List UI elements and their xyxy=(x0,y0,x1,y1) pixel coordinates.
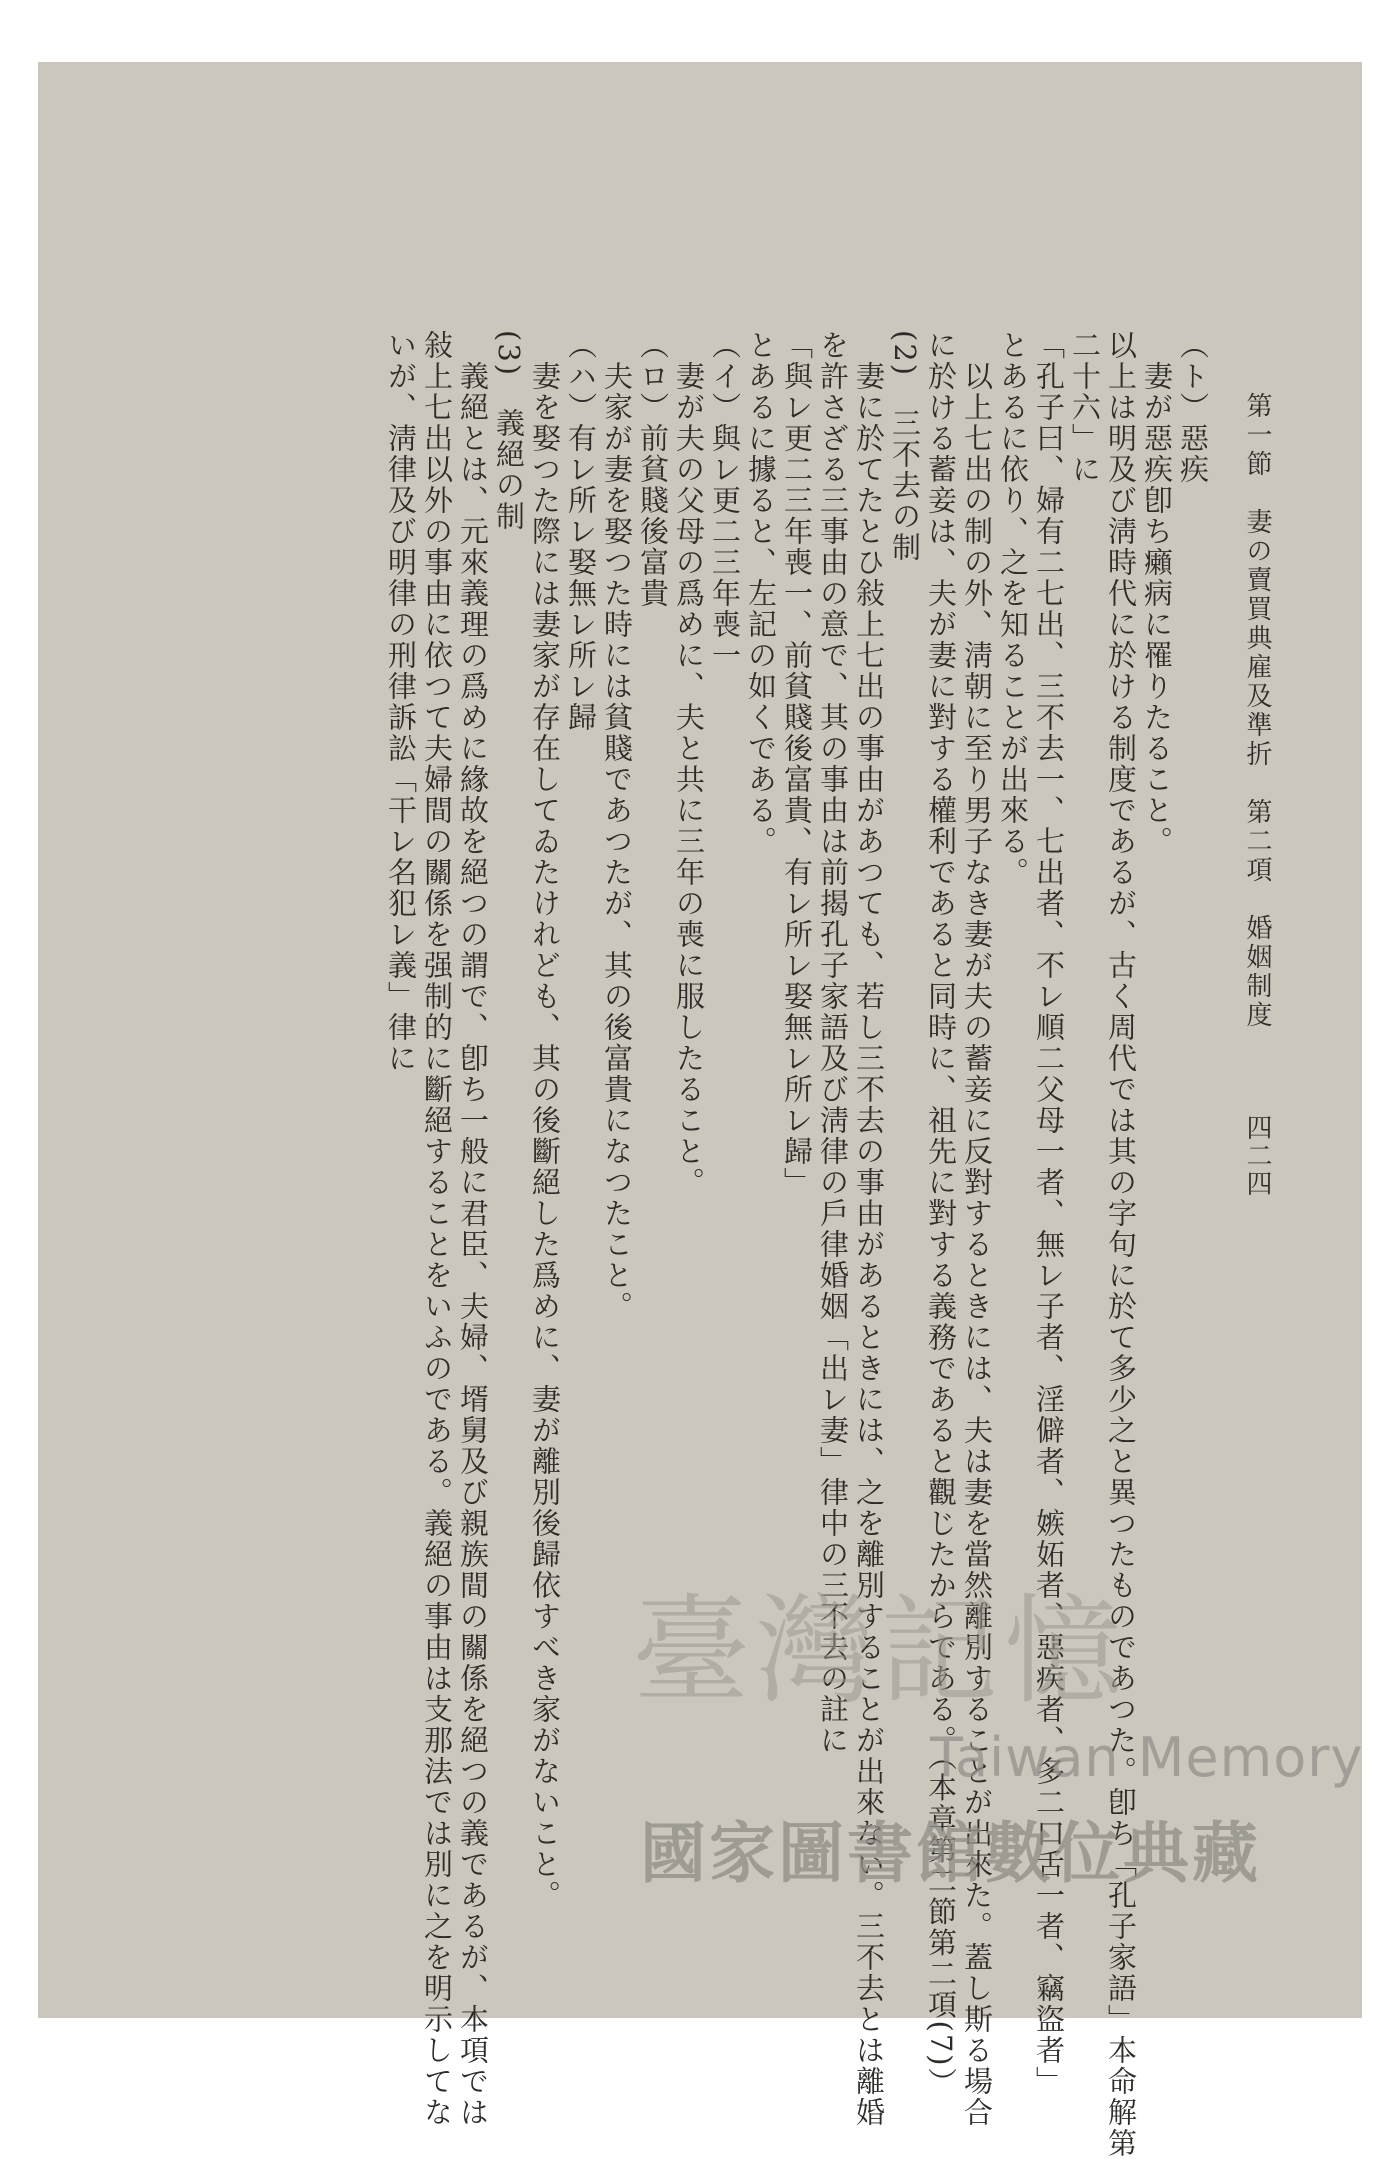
text-line: 義絕とは、元來義理の爲めに緣故を絕つの謂で、卽ち一般に君臣、夫婦、壻舅及び親族間の關係を絕つの義であるが、本項では xyxy=(456,330,490,2128)
text-line: 以上は明及び淸時代に於ける制度であるが、古く周代では其の字句に於て多少之と異つたものであつた。卽ち「孔子家語」本命解第 xyxy=(1104,330,1138,2159)
watermark-logo: 臺灣記憶 xyxy=(632,1582,1129,1720)
text-line: 「孔子曰、婦有二七出、三不去一、七出者、不レ順二父母一者、無レ子者、淫僻者、嫉妬者、惡疾者、多二口舌一者、竊盜者」 xyxy=(1032,330,1066,2097)
page-number: 四二四 xyxy=(1242,1114,1272,1198)
text-line: （ロ）前貧賤後富貴 xyxy=(636,330,670,609)
text-line: 夫家が妻を娶つた時には貧賤であつたが、其の後富貴になつたこと。 xyxy=(600,330,634,1322)
text-line: を許さざる三事由の意で、其の事由は前揭孔子家語及び淸律の戶律婚姻「出レ妻」律中の三不去の註に xyxy=(816,330,850,1756)
text-line: とあるに依り、之を知ることが出來る。 xyxy=(996,330,1030,888)
text-line: 二十六」に xyxy=(1068,330,1102,485)
text-line: (2) 三不去の制 xyxy=(888,330,922,564)
text-line: とあるに據ると、左記の如くである。 xyxy=(744,330,778,857)
text-line: 妻に於てたとひ敍上七出の事由があつても、若し三不去の事由があるときには、之を離別することが出來ない。三不去とは離婚 xyxy=(852,330,886,2128)
text-line: 妻を娶つた際には妻家が存在してゐたけれども、其の後斷絕した爲めに、妻が離別後歸依すべき家がないこと。 xyxy=(528,330,562,1911)
text-line: に於ける蓄妾は、夫が妻に對する權利であると同時に、祖先に對する義務であると觀じたからである。（本章第二節第二項(7)） xyxy=(924,330,958,2099)
watermark-english: Taiwan Memory xyxy=(930,1726,1364,1789)
text-line: 敍上七出以外の事由に依つて夫婦間の關係を强制的に斷絕することをいふのである。義絕の事由は支那法では別に之を明示してな xyxy=(420,330,454,2128)
scanned-page xyxy=(38,62,1362,2159)
text-line: (3) 義絕の制 xyxy=(492,330,526,533)
text-line: いが、淸律及び明律の刑律訴訟「干レ名犯レ義」律に xyxy=(384,330,418,1074)
running-header: 第一節 妻の賣買典雇及準折 第二項 婚姻制度 xyxy=(1242,392,1272,1030)
text-line: （ハ）有レ所レ娶無レ所レ歸 xyxy=(564,330,598,733)
text-line: 妻が惡疾卽ち癩病に罹りたること。 xyxy=(1140,330,1174,857)
text-line: 以上七出の制の外、淸朝に至り男子なき妻が夫の蓄妾に反對するときには、夫は妻を當然離別することが出來た。蓋し斯る場合 xyxy=(960,330,994,2128)
text-line: 「與レ更二三年喪一、前貧賤後富貴、有レ所レ娶無レ所レ歸」 xyxy=(780,330,814,1198)
text-line: 妻が夫の父母の爲めに、夫と共に三年の喪に服したること。 xyxy=(672,330,706,1198)
text-line: （イ）與レ更二三年喪一 xyxy=(708,330,742,671)
text-line: （ト）惡疾 xyxy=(1176,330,1210,485)
watermark-library-name: 國家圖書館數位典藏 xyxy=(640,1815,1261,1892)
